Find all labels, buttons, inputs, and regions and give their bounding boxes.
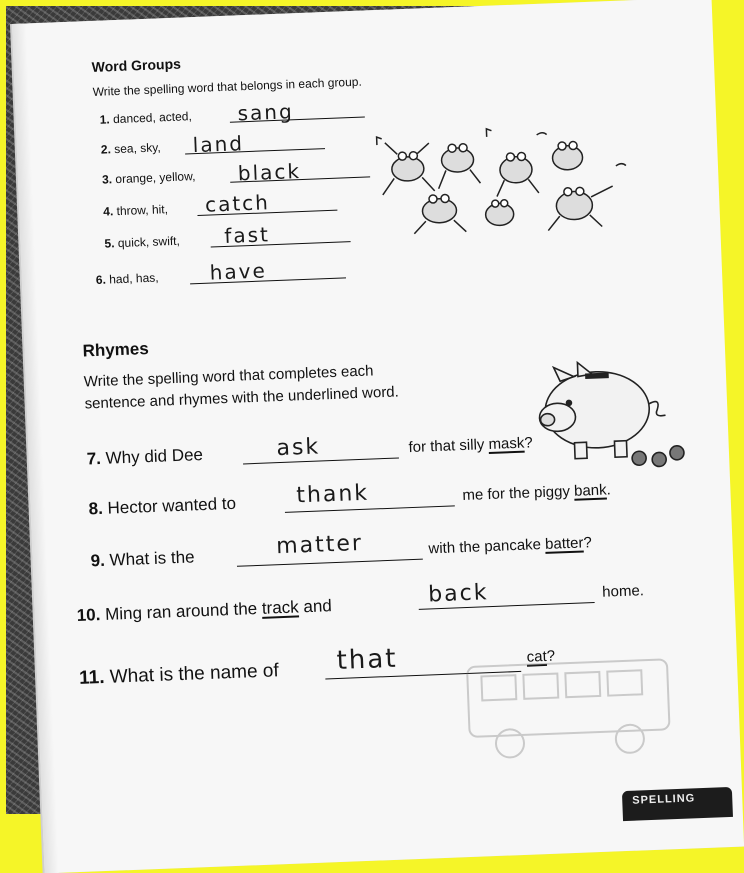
handwritten-answer: fast [223, 222, 271, 248]
sentence-start: Ming ran around the [104, 599, 258, 624]
rhyme-item-11 [79, 660, 279, 690]
word-group-item-5 [104, 234, 180, 251]
handwritten-answer: matter [275, 530, 364, 560]
item-prompt: had, has, [108, 270, 159, 287]
handwritten-answer: ask [276, 434, 321, 462]
sentence-continuation: and [303, 596, 333, 617]
word-group-item-1 [99, 109, 192, 127]
item-prompt: throw, hit, [116, 202, 169, 219]
handwritten-answer: black [237, 159, 302, 186]
handwritten-answer: sang [237, 99, 295, 126]
sentence-continuation: me for the piggy [462, 482, 571, 505]
rhyme-item-7 [86, 445, 203, 469]
sentence-start: What is the [109, 547, 195, 570]
item-prompt: sea, sky, [113, 140, 161, 157]
underlined-rhyme-word: batter [544, 534, 584, 553]
punctuation: ? [583, 534, 593, 552]
rhymes-instructions-line2: sentence and rhymes with the underlined word. [84, 383, 400, 413]
word-group-item-4 [103, 202, 168, 218]
item-prompt: orange, yellow, [115, 169, 196, 187]
sentence-continuation: for that silly [408, 436, 485, 457]
workbook-page [12, 0, 744, 873]
handwritten-answer: back [427, 580, 489, 608]
rhymes-title: Rhymes [82, 338, 150, 361]
item-number: 1. [99, 112, 111, 127]
sentence-end: home. [601, 582, 645, 601]
answer-blank[interactable] [237, 559, 423, 567]
handwritten-answer: that [336, 643, 399, 676]
word-groups-instructions: Write the spelling word that belongs in each group. [92, 74, 363, 99]
item-number: 5. [104, 236, 115, 251]
answer-blank[interactable] [243, 457, 399, 464]
item-prompt: quick, swift, [117, 233, 181, 251]
word-group-item-2 [101, 140, 161, 156]
handwritten-answer: thank [295, 480, 370, 509]
underlined-rhyme-word: track [261, 597, 300, 618]
item-number: 9. [90, 550, 106, 571]
underlined-rhyme-word: cat [526, 647, 548, 666]
item-number: 11. [78, 666, 105, 689]
rhyme-item-9 [90, 547, 195, 571]
handwritten-answer: have [209, 258, 268, 285]
item-number: 2. [100, 142, 112, 157]
piggy-bank-illustration [515, 358, 689, 474]
bus-illustration [457, 649, 691, 768]
sentence-end [428, 534, 592, 557]
rhymes-instructions-line1: Write the spelling word that completes each [83, 362, 374, 391]
word-group-item-3 [102, 169, 196, 187]
rhyme-item-10 [76, 596, 332, 626]
underlined-rhyme-word: bank [573, 481, 607, 500]
handwritten-answer: catch [204, 190, 271, 217]
item-number: 3. [101, 172, 113, 187]
sentence-start: What is the name of [109, 660, 280, 688]
handwritten-answer: land [192, 131, 245, 158]
sentence-start: Why did Dee [105, 444, 204, 468]
sentence-start: Hector wanted to [107, 493, 237, 518]
dancing-frogs-illustration [367, 125, 631, 240]
word-group-item-6 [96, 271, 159, 287]
photo-frame [6, 6, 696, 814]
punctuation: ? [524, 434, 534, 452]
item-number: 6. [95, 272, 107, 287]
spelling-tab: SPELLING [622, 787, 733, 821]
item-number: 4. [103, 204, 114, 219]
punctuation: ? [546, 647, 556, 665]
word-groups-title: Word Groups [91, 55, 182, 75]
item-number: 8. [88, 498, 104, 519]
sentence-end [408, 434, 533, 456]
rhyme-item-8 [88, 494, 236, 520]
item-number: 7. [86, 448, 102, 469]
punctuation: . [606, 481, 612, 499]
sentence-continuation: with the pancake [428, 536, 542, 558]
item-prompt: danced, acted, [112, 109, 193, 127]
item-number: 10. [76, 605, 101, 625]
underlined-rhyme-word: mask [488, 434, 525, 454]
sentence-end [462, 481, 611, 504]
